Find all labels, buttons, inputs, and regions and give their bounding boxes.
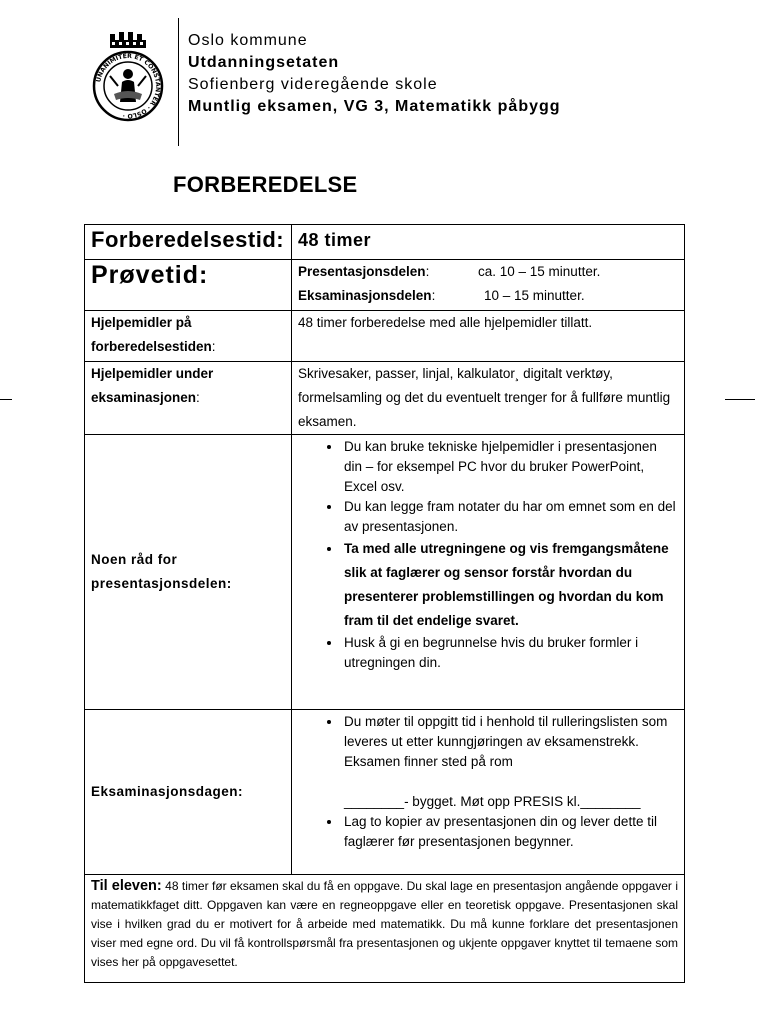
table-row xyxy=(85,225,685,260)
table-row xyxy=(85,260,685,311)
presentation-duration: Presentasjonsdelen: ca. 10 – 15 minutter. xyxy=(298,264,601,279)
row-label xyxy=(85,260,292,311)
table-row xyxy=(85,710,685,875)
right-fold-mark xyxy=(725,399,755,400)
row-value xyxy=(292,710,685,875)
row-value xyxy=(292,225,685,260)
student-note-text: 48 timer før eksamen skal du få en oppgave. Du skal lage en presentasjon angående oppgaver i matematikkfaget ditt. Oppgaven kan være en regneoppgave eller en teoretisk oppgave. Presentasjonen skal vise i hvilken grad du er motivert for å arbeide med matematikk. Du må kunne forklare det presentasjonen viser med egne ord. Du vil få kontrollspørsmål fra presentasjonen og ukjente oppgaver knyttet til temaene som vises her på oppgavesettet. xyxy=(91,879,679,969)
advice-list xyxy=(298,437,678,673)
exam-aids-label: Hjelpemidler under eksaminasjonen xyxy=(91,366,214,405)
test-time-label: Prøvetid: xyxy=(91,261,209,289)
examination-duration: Eksaminasjonsdelen: 10 – 15 minutter. xyxy=(298,288,585,303)
municipality-name: Oslo kommune xyxy=(188,32,308,49)
table-row xyxy=(85,362,685,435)
header-divider xyxy=(178,18,179,146)
row-label: Eksaminasjonsdagen: xyxy=(85,710,292,875)
svg-text:UNANIMITER ET CONSTANTER · OSL: UNANIMITER ET CONSTANTER · OSLO · xyxy=(95,52,162,120)
row-label: Hjelpemidler på forberedelsestiden: xyxy=(85,311,292,362)
row-label: Hjelpemidler under eksaminasjonen: xyxy=(85,362,292,435)
exam-day-list xyxy=(298,712,678,852)
row-value xyxy=(292,435,685,710)
exam-name: Muntlig eksamen, VG 3, Matematikk påbygg xyxy=(188,98,561,115)
student-note-label: Til eleven: xyxy=(91,878,162,894)
table-row xyxy=(85,435,685,710)
list-item: • Husk å gi en begrunnelse hvis du bruker formler i utregningen din. xyxy=(342,633,678,673)
list-item: • Du kan legge fram notater du har om emnet som en del av presentasjonen. xyxy=(342,497,678,537)
left-fold-mark xyxy=(0,399,12,400)
preparation-time-value: 48 timer xyxy=(298,230,372,250)
oslo-city-seal-logo xyxy=(92,30,164,126)
row-value: 48 timer forberedelse med alle hjelpemidler tillatt. xyxy=(292,311,685,362)
list-item: • Ta med alle utregningene og vis fremgangsmåtene slik at faglærer og sensor forstår hvordan du presenterer problemstillingen og hvordan du kom fram til det endelige svaret. xyxy=(342,537,678,633)
preparation-time-label: Forberedelsestid: xyxy=(91,227,285,252)
student-note xyxy=(85,875,685,983)
list-item: • Du kan bruke tekniske hjelpemidler i presentasjonen din – for eksempel PC hvor du bruker PowerPoint, Excel osv. xyxy=(342,437,678,497)
exam-info-table xyxy=(84,224,685,983)
prep-aids-label: Hjelpemidler på forberedelsestiden xyxy=(91,315,212,354)
letterhead xyxy=(188,30,561,118)
row-label xyxy=(85,225,292,260)
row-value: Skrivesaker, passer, linjal, kalkulator¸ digitalt verktøy, formelsamling og det du eventuelt trenger for å fullføre muntlig eksamen. xyxy=(292,362,685,435)
page-title: FORBEREDELSE xyxy=(173,172,358,197)
school-name: Sofienberg videregående skole xyxy=(188,76,438,93)
table-row xyxy=(85,311,685,362)
row-value xyxy=(292,260,685,311)
row-label: Noen råd for presentasjonsdelen: xyxy=(85,435,292,710)
agency-name: Utdanningsetaten xyxy=(188,54,340,71)
room-time-blank: ________- bygget. Møt opp PRESIS kl.________ xyxy=(344,794,641,809)
list-item: • Lag to kopier av presentasjonen din og lever dette til faglærer før presentasjonen begynner. xyxy=(342,812,678,852)
list-item: • Du møter til oppgitt tid i henhold til rulleringslisten som leveres ut etter kunngjøringen av eksamenstrekk. Eksamen finner sted på rom ________- bygget. Møt opp PRESIS kl.________ xyxy=(342,712,678,812)
table-row xyxy=(85,875,685,983)
